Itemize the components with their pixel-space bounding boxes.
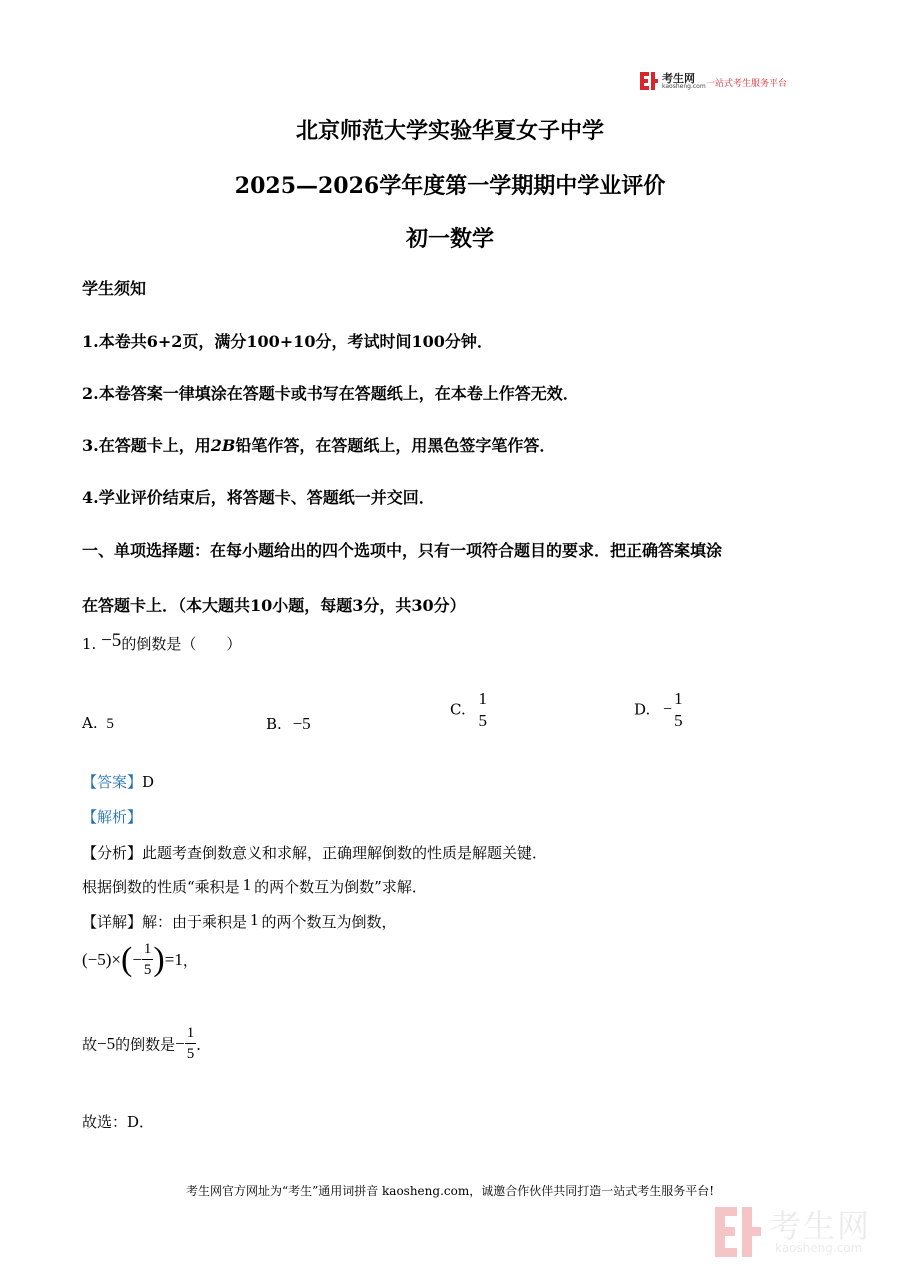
equation — [82, 942, 198, 978]
notice-heading: 学生须知 — [82, 279, 147, 298]
detail-pre: 解：由于乘积是 — [142, 913, 248, 931]
option-d-denominator: 5 — [674, 711, 683, 730]
subject-title: 初一数学 — [405, 226, 494, 252]
watermark-domain: kaosheng.com — [775, 1241, 863, 1255]
equation-comma: ， — [182, 951, 198, 970]
exam-title: 2025—2026学年度第一学期期中学业评价 — [234, 173, 666, 199]
conclusion — [82, 1026, 211, 1062]
kaosheng-logo-icon — [640, 72, 658, 90]
option-b[interactable] — [266, 714, 311, 734]
logo-domain: kaosheng.com — [662, 83, 706, 90]
equation-denominator: 5 — [143, 962, 152, 978]
option-d-sign: − — [663, 700, 673, 718]
footer-text: 考生网官方网址为“考生”通用词拼音 kaosheng.com，诚邀合作伙伴共同打造一站式考生服务平台! — [185, 1184, 715, 1198]
logo-name: 考生网 — [662, 72, 695, 85]
analysis-tag: 【解析】 — [82, 808, 143, 826]
option-a[interactable] — [82, 714, 114, 733]
section1-instruction-line1: 一、单项选择题：在每小题给出的四个选项中，只有一项符合题目的要求．把正确答案填涂 — [82, 541, 723, 560]
question-text: 的倒数是（ ） — [121, 635, 242, 653]
logo-slogan: 一站式考生服务平台 — [706, 79, 788, 89]
rule-pre: 根据倒数的性质“乘积是 — [82, 878, 240, 896]
watermark-name: 考生网 — [769, 1207, 872, 1245]
analysis-fenxi — [82, 842, 547, 863]
option-b-label: B. — [266, 715, 282, 733]
answer-line — [82, 771, 154, 792]
equation-left: (−5)× — [82, 950, 121, 969]
conclusion-minus: − — [175, 1034, 185, 1053]
school-title: 北京师范大学实验华夏女子中学 — [295, 118, 604, 144]
conclusion-fraction — [185, 1026, 197, 1062]
notice-item-4: 4.学业评价结束后，将答题卡、答题纸一并交回． — [82, 488, 435, 507]
option-b-value: −5 — [292, 714, 311, 733]
rule-post: 的两个数互为倒数”求解． — [254, 878, 427, 896]
notice-item-2: 2.本卷答案一律填涂在答题卡或书写在答题纸上，在本卷上作答无效． — [82, 384, 579, 403]
question-expr: −5 — [101, 630, 122, 651]
equation-minus: − — [132, 950, 142, 969]
equation-right: =1 — [164, 950, 183, 969]
equation-numerator: 1 — [142, 942, 154, 960]
paren-close: ) — [153, 941, 165, 978]
conclusion-pre: 故 — [82, 1035, 98, 1054]
conclusion-numerator: 1 — [185, 1026, 197, 1044]
final-choice: 故选：D． — [82, 1113, 155, 1131]
analysis-rule — [82, 876, 427, 897]
option-d[interactable] — [634, 690, 685, 729]
option-c-fraction — [477, 690, 490, 729]
detail-post: 的两个数互为倒数， — [261, 913, 397, 931]
answer-value: D — [142, 773, 155, 791]
section1-instruction-line2: 在答题卡上．（本大题共10小题，每题3分，共30分） — [82, 596, 466, 615]
option-d-numerator: 1 — [674, 689, 683, 708]
notice-item-3 — [82, 433, 555, 456]
question-1 — [82, 630, 242, 655]
fenxi-text: 此题考查倒数意义和求解，正确理解倒数的性质是解题关键． — [142, 844, 548, 862]
notice-item-3-pre: 3.在答题卡上，用 — [82, 436, 211, 455]
fenxi-tag: 【分析】 — [82, 844, 143, 862]
analysis-detail — [82, 911, 397, 932]
option-d-label: D. — [634, 700, 651, 719]
notice-item-1: 1.本卷共6+2页，满分100+10分，考试时间100分钟． — [82, 332, 493, 351]
conclusion-expr: −5 — [97, 1034, 116, 1053]
detail-num: 1 — [250, 910, 259, 929]
option-c-numerator: 1 — [478, 689, 487, 708]
header-logo — [640, 72, 810, 92]
option-d-fraction — [672, 690, 685, 729]
option-c-label: C. — [450, 700, 466, 719]
question-number: 1. — [82, 635, 97, 653]
option-a-label: A. — [82, 714, 98, 732]
pencil-type: 2B — [210, 436, 236, 455]
conclusion-denominator: 5 — [186, 1046, 195, 1062]
rule-num: 1 — [242, 875, 252, 894]
watermark-logo-icon — [715, 1207, 761, 1257]
option-c[interactable] — [450, 690, 489, 729]
watermark — [715, 1203, 885, 1261]
conclusion-end: ． — [196, 1035, 212, 1054]
option-a-value: 5 — [106, 716, 114, 732]
notice-item-3-rest: 铅笔作答，在答题纸上，用黑色签字笔作答． — [235, 436, 556, 455]
detail-tag: 【详解】 — [82, 913, 143, 931]
answer-tag: 【答案】 — [82, 773, 143, 791]
option-c-denominator: 5 — [478, 711, 487, 730]
equation-fraction — [142, 942, 154, 978]
conclusion-mid: 的倒数是 — [115, 1035, 176, 1054]
paren-open: ( — [121, 941, 133, 978]
